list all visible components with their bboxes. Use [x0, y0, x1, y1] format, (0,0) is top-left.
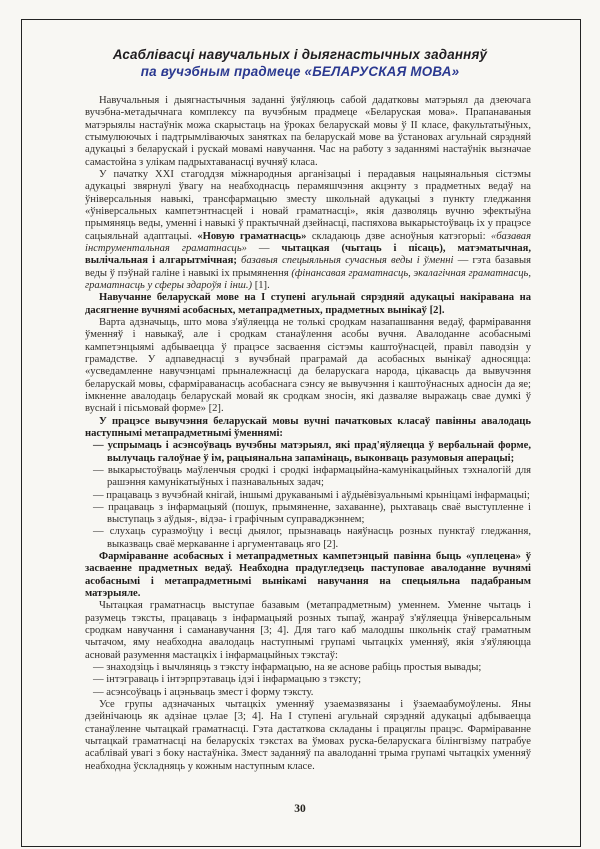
paragraph — [85, 699, 531, 773]
text-run: — знаходзіць і вычляняць з тэксту інфармацыю, на яе аснове рабіць простыя вывады; — [93, 662, 482, 674]
text-run: Навучальныя і дыягнастычныя заданні ўяўляюць сабой дадатковы матэрыял да дзеючага вучэбна-метадычнага комплексу па вучэбным прадмеце «Беларуская мова». Прапанаваныя матэрыялы настаўнік можа скарыстаць на ўроках беларускай мовы ў II класе, факультатыўных, стымулюючых і падтрымліваючых занятках па беларускай мове ва ўстановах агульнай сярэдняй адукацыі з беларускай і рускай мовамі навучання. Час на работу з заданнямі настаўнік вызначае самастойна з улікам падрыхтаванасці вучняў класа. — [85, 95, 531, 168]
text-run: — інтэграваць і інтэрпрэтаваць ідэі і інфармацыю з тэксту; — [93, 674, 362, 686]
paragraph — [85, 317, 531, 416]
list-item — [85, 490, 531, 502]
list-item — [85, 687, 531, 699]
text-run: Усе групы адзначаных чытацкіх уменняў узаемазвязаны і ўзаемаабумоўлены. Яны дзейнічаюць як адзінае цэлае [3; 4]. На I ступені агульнай сярэдняй адукацыі адбываецца станаўленне чытацкай граматнасці. Гэта дастаткова складаны і працяглы працэс. Фарміраванне чытацкай граматнасці на беларускіх тэкстах ва ўмовах руска-беларускага білінгвізму патрабуе асаблівай увагі з боку настаўніка. Змест заданняў па авалоданні трыма групамі чытацкіх уменняў неабходна ўскладняць у кожным наступным класе. — [85, 699, 531, 772]
page-title-line2: па вучэбным прадмеце «БЕЛАРУСКАЯ МОВА» — [140, 63, 460, 79]
text-run: Фарміраванне асобасных і метапрадметных кампетэнцый павінна быць «уплецена» ў засваенне прадметных ведаў. Неабходна прадугледзець паступовае авалоданне вучнямі асобаснымі і метапрадметнымі вынікамі навучання на спецыяльна падабраным матэрыяле. — [85, 551, 531, 600]
text-run: У пачатку XXI стагоддзя міжнародныя арганізацыі і перадавыя нацыянальныя сістэмы адукацыі звярнулі ўвагу на неабходнасць перамяшчэння акцэнту з прадметных ведаў на ўніверсальныя навыкі, трансфармацыю зместу школьнай адукацыі з пункту гледжання «ўніверсальных кампетэнтнасцей і новай граматнасці», якія дазволяць вучню эфектыўна прымяняць веды, уменні і навыкі ў практычнай дзейнасці, паспяхова выкарыстоўваць іх у працэсе сацыяльнай адаптацыі. — [85, 168, 531, 242]
paragraph — [85, 600, 531, 662]
paragraph — [85, 292, 531, 317]
paragraph — [85, 169, 531, 292]
text-run: — гэта базавыя веды ў пэўнай галіне і навыкі іх прымянення — [85, 255, 531, 279]
text-run: Варта адзначыць, што мова з'яўляецца не толькі сродкам назапашвання ведаў, фарміравання ўменняў і навыкаў, але і сродкам станаўлення асобы вучня. Авалоданне асобаснымі кампетэнцыямі адбываецца ў працэсе засваення сістэмы каштоўнасцей, правіл паводзін у грамадстве. У адпаведнасці з вучэбнай праграмай да асобасных вынікаў адносяцца: «усведамленне навучэнцамі прыналежнасці да беларускага народа, цікавасць да вывучэння беларускай мовы, сфарміраванасць асобаснага сэнсу яе вывучэння і каштоўнасных адносін да яе; імкненне авалодаць беларускай мовай як сродкам зносін, які дазваляе выражаць свае думкі ў вуснай і пісьмовай форме» [2]. — [85, 316, 531, 415]
text-run: — працаваць з вучэбнай кнігай, іншымі друкаванымі і аўдыёвізуальнымі крыніцамі інфармацыі; — [93, 489, 530, 501]
text-run: — успрымаць і асэнсоўваць вучэбны матэрыял, які прад'яўляецца ў вербальнай форме, вылучаць галоўнае ў ім, рацыянальна запамінаць, выконваць разумовыя аперацыі; — [93, 440, 531, 464]
text-run: — асэнсоўваць і ацэньваць змест і форму тэксту. — [93, 686, 314, 698]
text-run: «базавая інструментальная граматнасць» — [85, 230, 532, 254]
text-run: «Новую граматнасць» — [197, 230, 307, 242]
text-run: Чытацкая граматнасць выступае базавым (метапрадметным) уменнем. Уменне чытаць і разумець тэксты, працаваць з інфармацыяй розных тыпаў, жанраў з'яўляецца ўніверсальным сродкам навучання і саманавучання [3; 4]. Для таго каб малодшы школьнік стаў граматным чытачом, яму неабходна авалодаць наступнымі групамі чытацкіх уменняў, якія з'яўляюцца асновай разумення мастацкіх і інфармацыйных тэкстаў: — [85, 600, 531, 661]
text-run: У працэсе вывучэння беларускай мовы вучні пачатковых класаў павінны авалодаць наступнымі метапрадметнымі ўменнямі: — [85, 415, 531, 439]
list-item — [85, 440, 531, 465]
text-run: — — [246, 242, 282, 254]
text-run: чытацкая (чытаць і пісаць), матэматычная, вылічальная і алгарытмічная; — [85, 242, 532, 267]
article-body — [85, 95, 531, 773]
text-run: Навучанне беларускай мове на I ступені агульнай сярэдняй адукацыі накіравана на дасягненне вучнямі асобасных, метапрадметных, прадметных вынікаў [2]. — [85, 292, 531, 316]
list-item — [85, 674, 531, 686]
list-item — [85, 502, 531, 527]
text-run: складаюць дзве асноўныя катэгорыі: — [306, 230, 491, 242]
text-run: [1]. — [252, 279, 270, 291]
text-run: — працаваць з інфармацыяй (пошук, прымяненне, захаванне), рыхтаваць сваё выступленне і выступаць з аўдыя-, відэа- і графічным суправаджэннем; — [93, 501, 531, 526]
list-item — [85, 465, 531, 490]
text-run: базавыя спецыяльныя сучасныя веды і ўменні — [241, 255, 454, 267]
page-title-line1: Асаблівасці навучальных і дыягнастычных заданняў — [112, 47, 488, 62]
text-run: (фінансавая граматнасць, экалагічная граматнасць, граматнасць у сферы здароўя і інш.) — [85, 267, 531, 291]
page-number: 30 — [294, 803, 306, 815]
paragraph — [85, 95, 531, 169]
paragraph — [85, 551, 531, 600]
text-run: — слухаць суразмоўцу і весці дыялог, прызнаваць наяўнасць розных пунктаў гледжання, выказваць сваё меркаванне і аргументаваць яго [2]. — [93, 526, 531, 550]
paragraph — [85, 416, 531, 441]
page-title — [0, 47, 600, 80]
list-item — [85, 526, 531, 551]
list-item — [85, 662, 531, 674]
text-run: — выкарыстоўваць маўленчыя сродкі і сродкі інфармацыйна-камунікацыйных тэхналогій для рашэння камунікатыўных і пазнавальных задач; — [93, 464, 531, 489]
